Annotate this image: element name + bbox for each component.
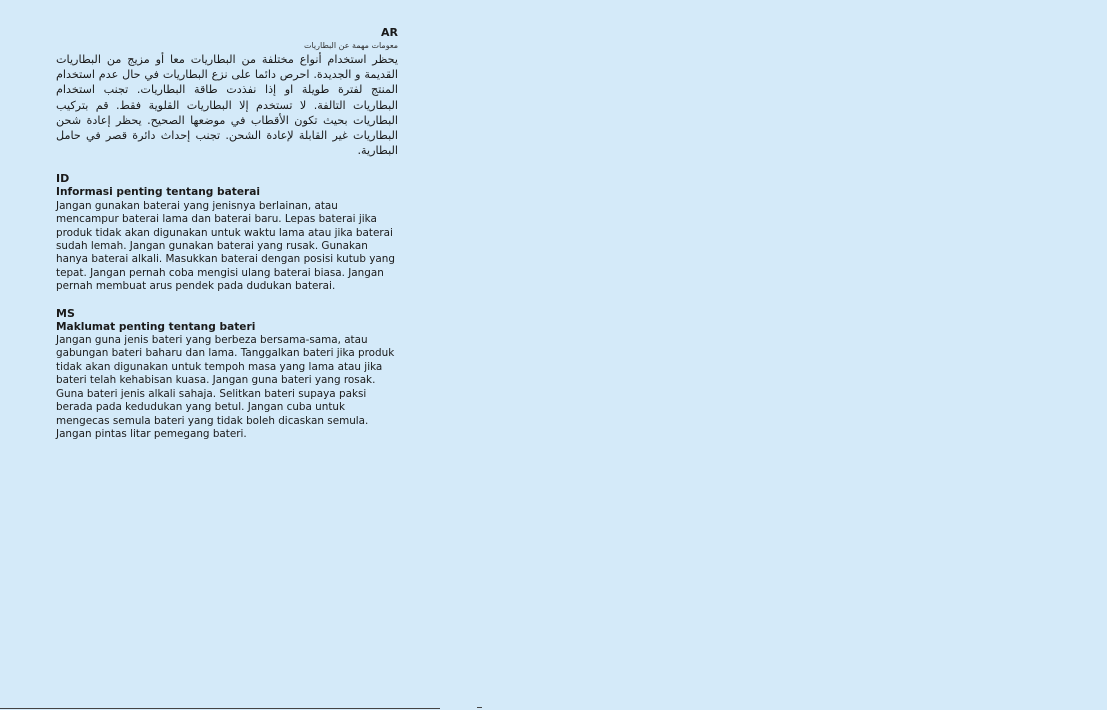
section-heading-ar: معومات مهمة عن البطاريات — [303, 41, 398, 50]
section-ms — [56, 307, 398, 442]
section-code-ar: AR — [381, 26, 398, 39]
text-column — [56, 26, 398, 441]
section-heading-id: Informasi penting tentang baterai — [56, 186, 261, 199]
section-code-id: ID — [56, 172, 70, 186]
section-ar — [56, 26, 398, 158]
section-code-ms: MS — [56, 306, 75, 320]
page-mark — [477, 707, 482, 708]
section-body-ar: يحظر استخدام أنواع مختلفة من البطاريات معا أو مزيج من البطاريات القديمة و الجديدة. احرص دائما على نزع البطاريات في حال عدم استخدام المنتج لفترة طويلة او إذا نفذدت طاقة البطاريات. تجنب استخدام البطاريات التالفة. لا تستخدم إلا البطاريات القلوية فقط. قم بتركيب البطاريات بحيث تكون الأقطاب في موضعها الصحيح. يحظر إعادة شحن البطاريات غير القابلة لإعادة الشحن. تجنب إحداث دائرة قصر في حامل البطارية. — [56, 53, 398, 158]
section-body-id: Jangan gunakan baterai yang jenisnya berlainan, atau mencampur baterai lama dan baterai baru. Lepas baterai jika produk tidak akan digunakan untuk waktu lama atau jika baterai sudah lemah. Jangan gunakan baterai yang rusak. Gunakan hanya baterai alkali. Masukkan baterai dengan posisi kutub yang tepat. Jangan pernah coba mengisi ulang baterai biasa. Jangan pernah membuat arus pendek pada dudukan baterai. — [56, 199, 395, 293]
section-id — [56, 172, 398, 293]
section-body-ms: Jangan guna jenis bateri yang berbeza bersama-sama, atau gabungan bateri baharu dan lama. Tanggalkan bateri jika produk tidak akan digunakan untuk tempoh masa yang lama atau jika bateri telah kehabisan kuasa. Jangan guna bateri yang rosak. Guna bateri jenis alkali sahaja. Selitkan bateri supaya paksi berada pada kedudukan yang betul. Jangan cuba untuk mengecas semula bateri yang tidak boleh dicaskan semula. Jangan pintas litar pemegang bateri. — [56, 334, 395, 440]
section-heading-ms: Maklumat penting tentang bateri — [56, 320, 256, 333]
bottom-divider — [0, 708, 440, 709]
